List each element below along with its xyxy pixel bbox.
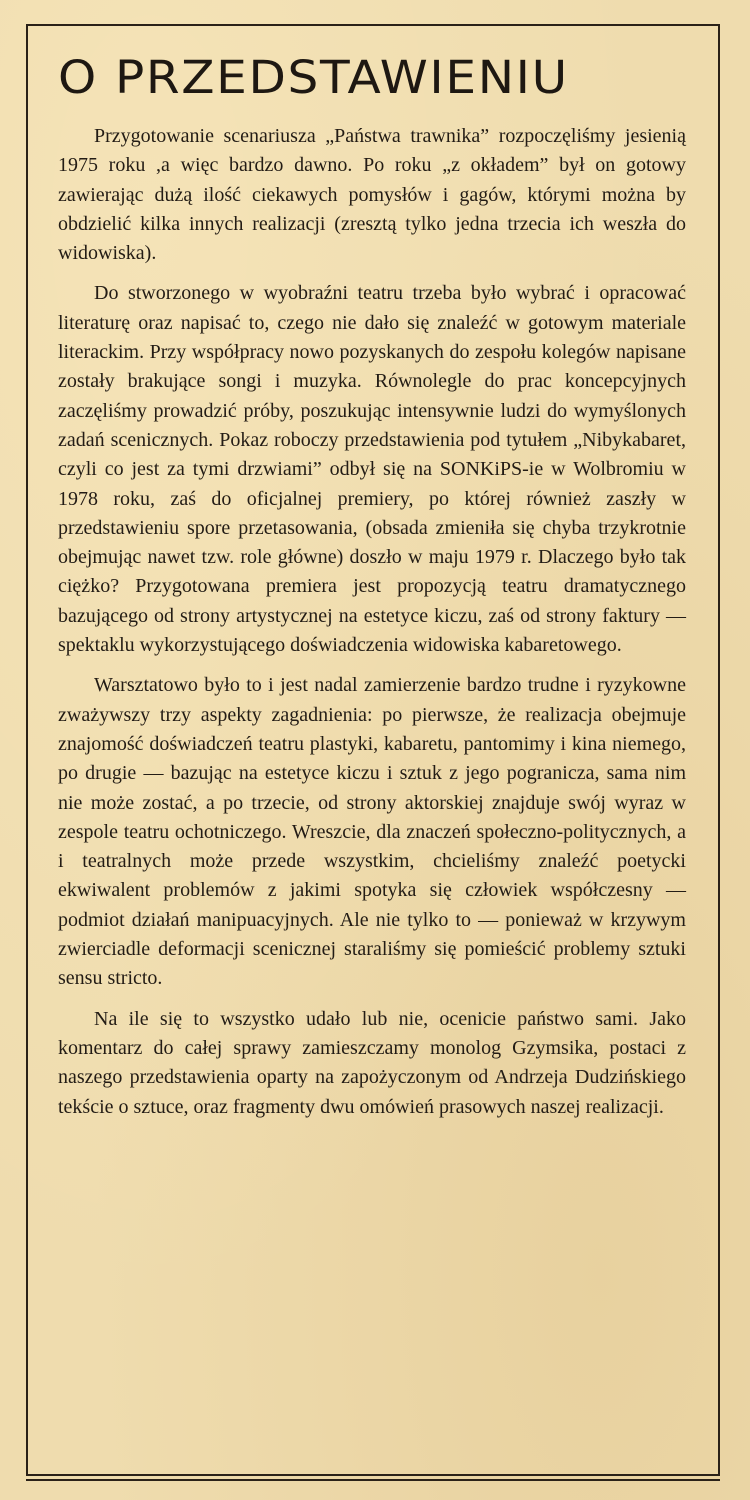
article-body bbox=[58, 122, 686, 1122]
paragraph-3: Warsztatowo było to i jest nadal zamierzenie bardzo trudne i ryzykowne zważywszy trzy aspekty zagadnienia: po pierwsze, że realizacja obejmuje znajomość doświadczeń teatru plastyki, kabaretu, pantomimy i kina niemego, po drugie — bazując na estetyce kiczu i sztuk z jego pogranicza, sama nim nie może zostać, a po trzecie, od strony aktorskiej znajduje swój wyraz w zespole teatru ochotniczego. Wreszcie, dla znaczeń społeczno-politycznych, a i teatralnych może przede wszystkim, chcieliśmy znaleźć poetycki ekwiwalent problemów z jakimi spotyka się człowiek współczesny — podmiot działań manipuacyjnych. Ale nie tylko to — ponieważ w krzywym zwierciadle deformacji scenicznej staraliśmy się pomieścić problemy sztuki sensu stricto. bbox=[58, 674, 686, 990]
bottom-rule bbox=[26, 1479, 720, 1481]
paragraph-1: Przygotowanie scenariusza „Państwa trawnika” rozpoczęliśmy jesienią 1975 roku ,a więc bardzo dawno. Po roku „z okładem” był on gotowy zawierając dużą ilość ciekawych pomysłów i gagów, którymi można by obdzielić kilka innych realizacji (zresztą tylko jedna trzecia ich weszła do widowiska). bbox=[58, 125, 686, 265]
article-title: O PRZEDSTAWIENIU bbox=[58, 51, 569, 104]
paragraph-2: Do stworzonego w wyobraźni teatru trzeba było wybrać i opracować literaturę oraz napisać to, czego nie dało się znaleźć w gotowym materiale literackim. Przy współpracy nowo pozyskanych do zespołu kolegów napisane zostały brakujące songi i muzyka. Równolegle do prac koncepcyjnych zaczęliśmy prowadzić próby, poszukując intensywnie ludzi do wymyślonych zadań scenicznych. Pokaz roboczy przedstawienia pod tytułem „Nibykabaret, czyli co jest za tymi drzwiami” odbył się na SONKiPS-ie w Wolbromiu w 1978 roku, zaś do oficjalnej premiery, po której również zaszły w przedstawieniu spore przetasowania, (obsada zmieniła się chyba trzykrotnie obejmując nawet tzw. role główne) doszło w maju 1979 r. Dlaczego było tak ciężko? Przygotowana premiera jest propozycją teatru dramatycznego bazującego od strony artystycznej na estetyce kiczu, zaś od strony faktury — spektaklu wykorzystującego doświadczenia widowiska kabaretowego. bbox=[58, 282, 686, 657]
paragraph-4: Na ile się to wszystko udało lub nie, ocenicie państwo sami. Jako komentarz do całej sprawy zamieszczamy monolog Gzymsika, postaci z naszego przedstawienia oparty na zapożyczonym od Andrzeja Dudzińskiego tekście o sztuce, oraz fragmenty dwu omówień prasowych naszej realizacji. bbox=[58, 1007, 686, 1118]
